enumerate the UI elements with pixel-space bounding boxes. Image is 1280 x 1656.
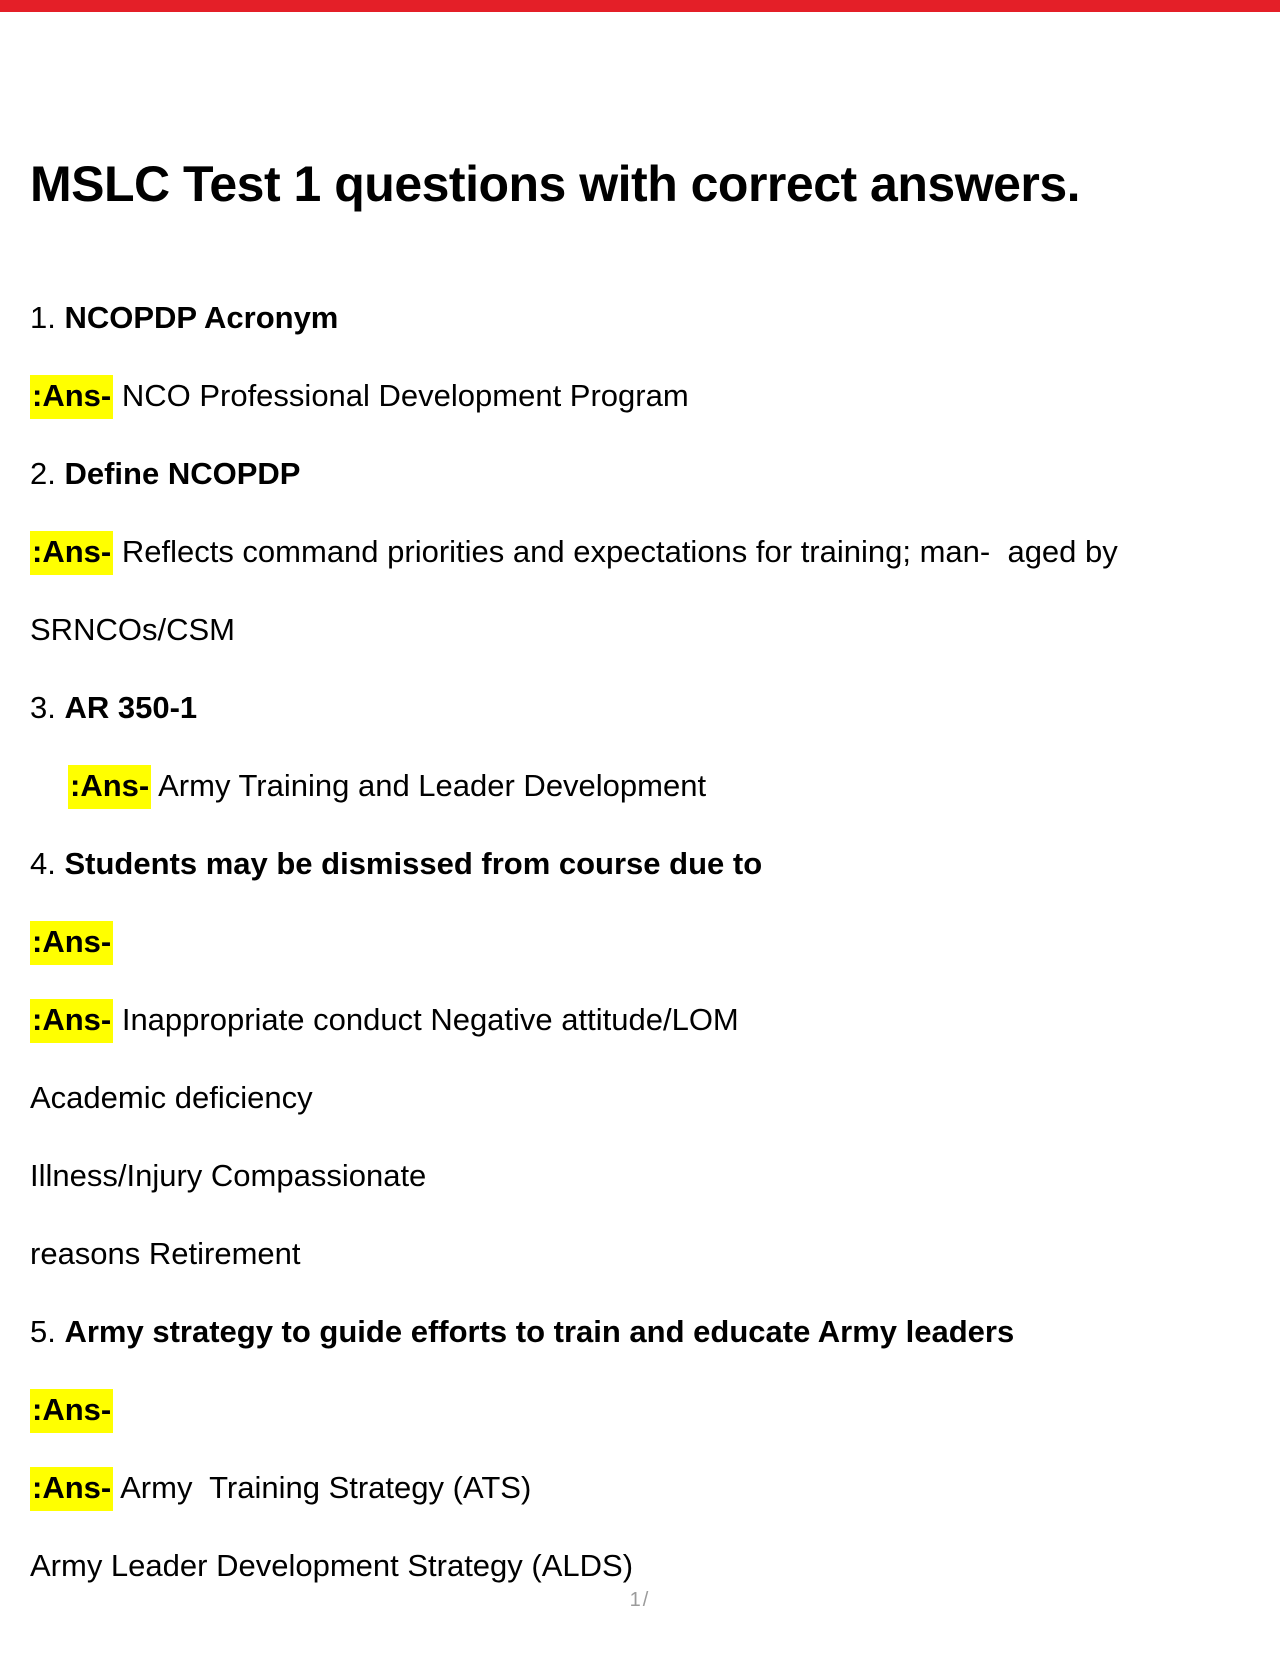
answer-2-line-1 (30, 513, 1270, 591)
text-segment: Students may be dismissed from course due to (64, 846, 763, 881)
text-segment: 3. (30, 690, 65, 725)
answer-4-line-4 (30, 1215, 1270, 1293)
question-2 (30, 435, 1270, 513)
question-1 (30, 279, 1270, 357)
text-segment: Academic deficiency (30, 1080, 313, 1115)
text-segment: Reflects command priorities and expectations for training; man- aged by (113, 534, 1118, 569)
text-segment: Army strategy to guide efforts to train and educate Army leaders (64, 1314, 1015, 1349)
text-segment: Army Training and Leader Development (151, 768, 707, 803)
answer-2-line-2 (30, 591, 1270, 669)
page-number: 1/ (629, 1589, 651, 1611)
question-5 (30, 1293, 1270, 1371)
answer-highlight: :Ans- (30, 921, 113, 965)
answer-5-marker (30, 1371, 1270, 1449)
answer-highlight: :Ans- (30, 531, 113, 575)
top-accent-bar (0, 0, 1280, 12)
answer-highlight: :Ans- (30, 1389, 113, 1433)
text-segment: Army Training Strategy (ATS) (113, 1470, 532, 1505)
page-title: MSLC Test 1 questions with correct answers. (30, 155, 1081, 212)
text-segment: Army Leader Development Strategy (ALDS) (30, 1548, 634, 1583)
text-segment: Define NCOPDP (64, 456, 301, 491)
text-segment: 1. (30, 300, 65, 335)
answer-4-line-2 (30, 1059, 1270, 1137)
text-segment: NCOPDP Acronym (64, 300, 339, 335)
answer-highlight: :Ans- (30, 1467, 113, 1511)
answer-4-line-3 (30, 1137, 1270, 1215)
answer-highlight: :Ans- (68, 765, 151, 809)
answer-4-line-1 (30, 981, 1270, 1059)
question-3 (30, 669, 1270, 747)
text-segment: NCO Professional Development Program (113, 378, 689, 413)
answer-3 (30, 747, 1270, 825)
answer-4-marker (30, 903, 1270, 981)
text-segment: reasons Retirement (30, 1236, 301, 1271)
answer-highlight: :Ans- (30, 999, 113, 1043)
text-segment: Inappropriate conduct Negative attitude/LOM (113, 1002, 739, 1037)
doc-lines (30, 279, 1270, 1605)
text-segment: Illness/Injury Compassionate (30, 1158, 427, 1193)
text-segment: SRNCOs/CSM (30, 612, 235, 647)
question-4 (30, 825, 1270, 903)
text-segment: AR 350-1 (64, 690, 198, 725)
answer-highlight: :Ans- (30, 375, 113, 419)
answer-5-line-1 (30, 1449, 1270, 1527)
text-segment: 5. (30, 1314, 65, 1349)
text-segment: 4. (30, 846, 65, 881)
answer-1 (30, 357, 1270, 435)
text-segment: 2. (30, 456, 65, 491)
